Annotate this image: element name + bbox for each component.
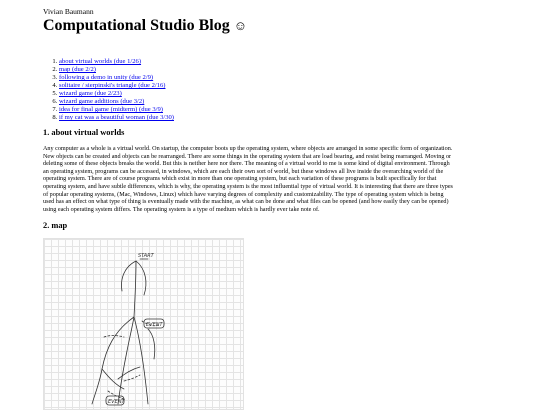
path-dashed-4 xyxy=(108,391,124,399)
map-sketch-image xyxy=(43,238,244,410)
toc-link-cat[interactable]: if my cat was a beautiful woman (due 3/30) xyxy=(59,114,174,121)
author-name: Vivian Baumann xyxy=(43,7,94,16)
toc-item xyxy=(59,114,540,122)
toc-link-unity-demo[interactable]: following a demo in unity (due 2/9) xyxy=(59,74,154,81)
blog-title: Computational Studio Blog xyxy=(43,17,230,34)
toc-item xyxy=(59,66,540,74)
path-start-left xyxy=(122,261,136,291)
table-of-contents xyxy=(43,58,540,122)
toc-item xyxy=(59,58,540,66)
path-branch-6 xyxy=(118,367,140,379)
map-label-event-2: EVENT xyxy=(108,399,125,406)
toc-item xyxy=(59,106,540,114)
toc-link-wizard-additions[interactable]: wizard game additions (due 3/2) xyxy=(59,98,145,105)
section-heading-about: 1. about virtual worlds xyxy=(43,128,125,137)
map-label-event-1: EVENT xyxy=(146,322,163,329)
path-branch-1 xyxy=(118,317,134,404)
toc-item xyxy=(59,82,540,90)
map-sketch xyxy=(44,239,243,409)
toc-link-final-game[interactable]: idea for final game (midterm) (due 3/9) xyxy=(59,106,163,113)
path-dashed-3 xyxy=(124,375,140,381)
path-branch-2 xyxy=(134,317,148,404)
toc-link-solitaire[interactable]: solitaire / sierpinski's triangle (due 2/16) xyxy=(59,82,166,89)
map-label-start: START xyxy=(138,253,154,260)
path-branch-4 xyxy=(92,369,102,404)
toc-link-about[interactable]: about virtual worlds (due 1/26) xyxy=(59,58,142,65)
toc-item xyxy=(59,98,540,106)
toc-link-wizard-game[interactable]: wizard game (due 2/23) xyxy=(59,90,122,97)
toc-item xyxy=(59,74,540,82)
toc-item xyxy=(59,90,540,98)
section-heading-map: 2. map xyxy=(43,221,68,231)
path-start-right xyxy=(136,261,146,295)
path-trunk xyxy=(134,261,136,317)
path-branch-7 xyxy=(148,329,155,359)
path-branch-3 xyxy=(102,317,134,369)
smiley-icon: ☺ xyxy=(233,18,247,33)
toc-link-map[interactable]: map (due 2/2) xyxy=(59,66,96,73)
title-row xyxy=(43,17,540,35)
section-body-about: Any computer as a whole is a virtual world. On startup, the computer boots up the operating system, where objects are arranged in some specific form of organization. New objects can be created and objects can be rearranged. There are some things in the operating system that are load bearing, and resist being rearranged. Moving or deleting some of these objects breaks the world. But this is neither here nor there. The meaning of a virtual world to me is some kind of digital environment. Through an operating system, programs can be accessed, in windows, which are each their own sort of world, but these windows all live inside the overarching world of the operating system. There are of course programs which exist in more than one operating system, but each variation of these programs is built specifically for that operating system, and have subtle differences, which is why, the operating system is the most influential type of virtual world. It is interesting that there are three types of popular operating systems, (Mac, Windows, Linux) which have varying degrees of complexity and customizability. The type of operating system which is being used has an effect on what type of thing is eventually made with the machine, as what can be done and what files can be opened (and how easily they can be opened) using each operating system differs. The operating system is a type of medium which is hardly ever take note of. xyxy=(43,146,453,213)
